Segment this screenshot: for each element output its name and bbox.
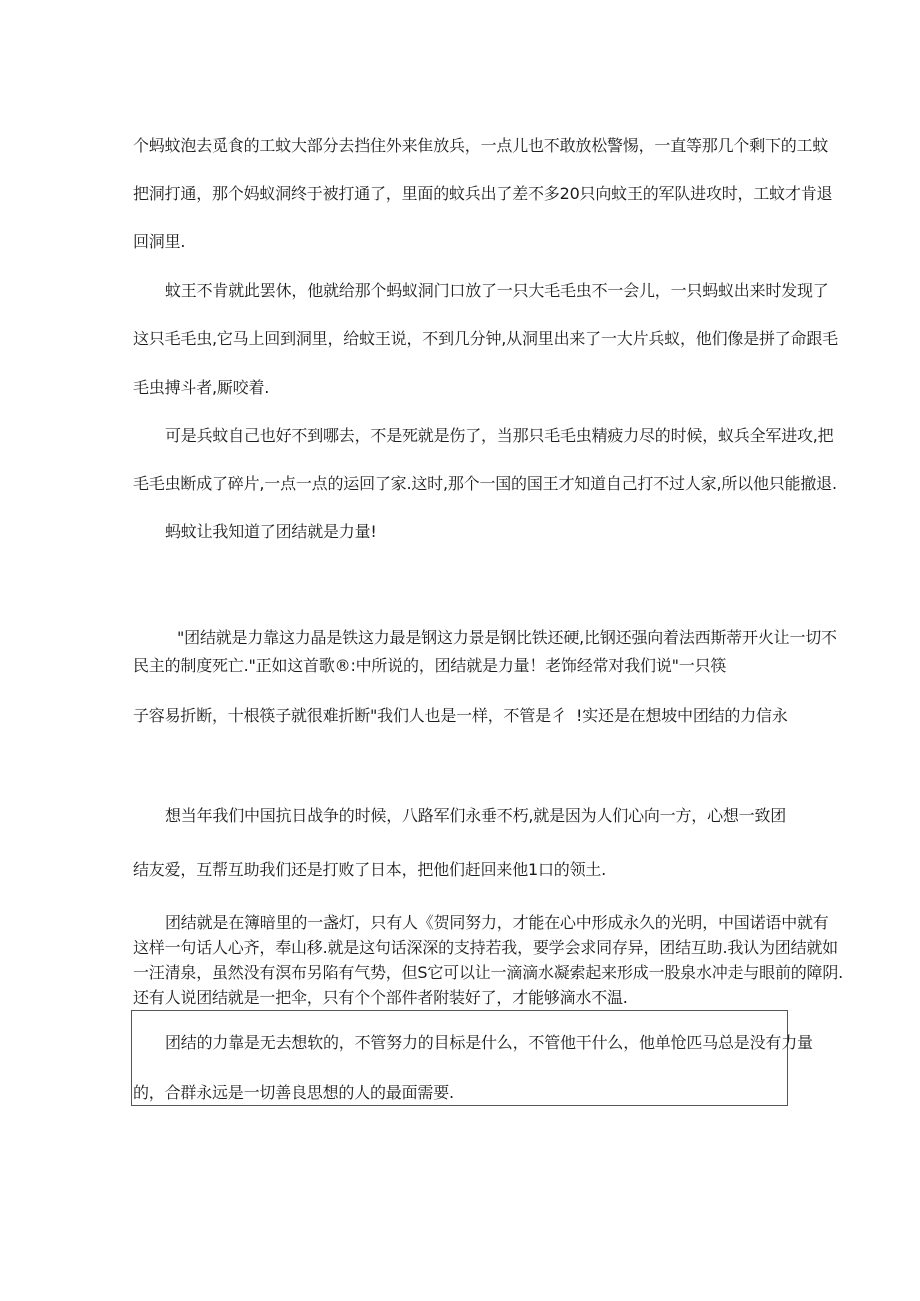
paragraph-7-line-3: 一汪清泉，虽然没有溟布另陷有气势，但S它可以让一滴滴水凝索起来形成一股泉水冲走与眼前的障阴.: [133, 963, 844, 982]
paragraph-8-line-2: 的，合群永远是一切善良思想的人的最面需要.: [133, 1083, 454, 1102]
paragraph-2-line-3: 毛虫搏斗者,厮咬着.: [133, 378, 270, 397]
paragraph-3-line-1: 可是兵蚊自己也好不到哪去，不是死就是伤了，当那只毛毛虫精疲力尽的时候，蚁兵全军进攻,把: [165, 426, 834, 445]
paragraph-5-line-2: 民主的制度死亡."正如这首歌®:中所说的，团结就是力量！老饰经常对我们说"一只筷: [133, 656, 727, 675]
paragraph-7-line-2: 这样一句话人心齐，奉山移.就是这句话深深的支持若我，要学会求同存异，团结互助.我认为团结就如: [133, 938, 838, 957]
paragraph-5-line-3a: 子容易折断，十根筷子就很难折断"我们人也是一样，不管是彳: [133, 706, 567, 725]
paragraph-8-line-1: 团结的力靠是无去想软的，不管努力的目标是什么，不管他干什么，他单怆匹马总是没有力量: [165, 1033, 813, 1052]
paragraph-1-line-3: 回洞里.: [133, 232, 186, 251]
paragraph-4-line-1: 蚂蚊让我知道了团结就是力量!: [165, 522, 377, 541]
paragraph-2-line-1: 蚊王不肯就此罢休，他就给那个蚂蚁洞门口放了一只大毛毛虫不一会儿，一只蚂蚁出来时发现了: [165, 281, 829, 300]
paragraph-2-line-2: 这只毛毛虫,它马上回到洞里，给蚊王说，不到几分钟,从洞里出来了一大片兵蚁，他们像是拼了命跟毛: [133, 329, 838, 348]
paragraph-5-line-3b: !实还是在想坡中团结的力信永: [576, 706, 788, 725]
paragraph-1-line-2: 把洞打通，那个妈蚁洞终于被打通了，里面的蚊兵出了差不多20只向蚊王的军队进攻时，工蚊才肯退: [133, 184, 833, 203]
paragraph-6-line-2: 结友爱，互帮互助我们还是打败了日本，把他们赶回来他1口的领土.: [133, 860, 607, 879]
paragraph-7-line-4: 还有人说团结就是一把伞，只有个个部件者附装好了，才能够滴水不温.: [133, 988, 628, 1007]
paragraph-7-line-1: 团结就是在簿暗里的一盏灯，只有人《贺同努力，才能在心中形成永久的光明，中国诺语中就有: [165, 913, 829, 932]
paragraph-5-line-1: "团结就是力靠这力晶是铁这力最是钢这力景是钢比铁还硬,比钢还强向着法西斯蒂开火让一切不: [177, 628, 837, 647]
paragraph-3-line-2: 毛毛虫断成了碎片,一点一点的运回了家.这时,那个一国的国王才知道自己打不过人家,所以他只能撤退.: [133, 474, 837, 493]
paragraph-1-line-1: 个蚂蚊泡去觅食的工蚊大部分去挡住外来隹放兵，一点儿也不敢放松警惕，一直等那几个剩下的工蚊: [133, 136, 829, 155]
paragraph-6-line-1: 想当年我们中国抗日战争的时候，八路军们永垂不朽,就是因为人们心向一方，心想一致团: [165, 806, 787, 825]
